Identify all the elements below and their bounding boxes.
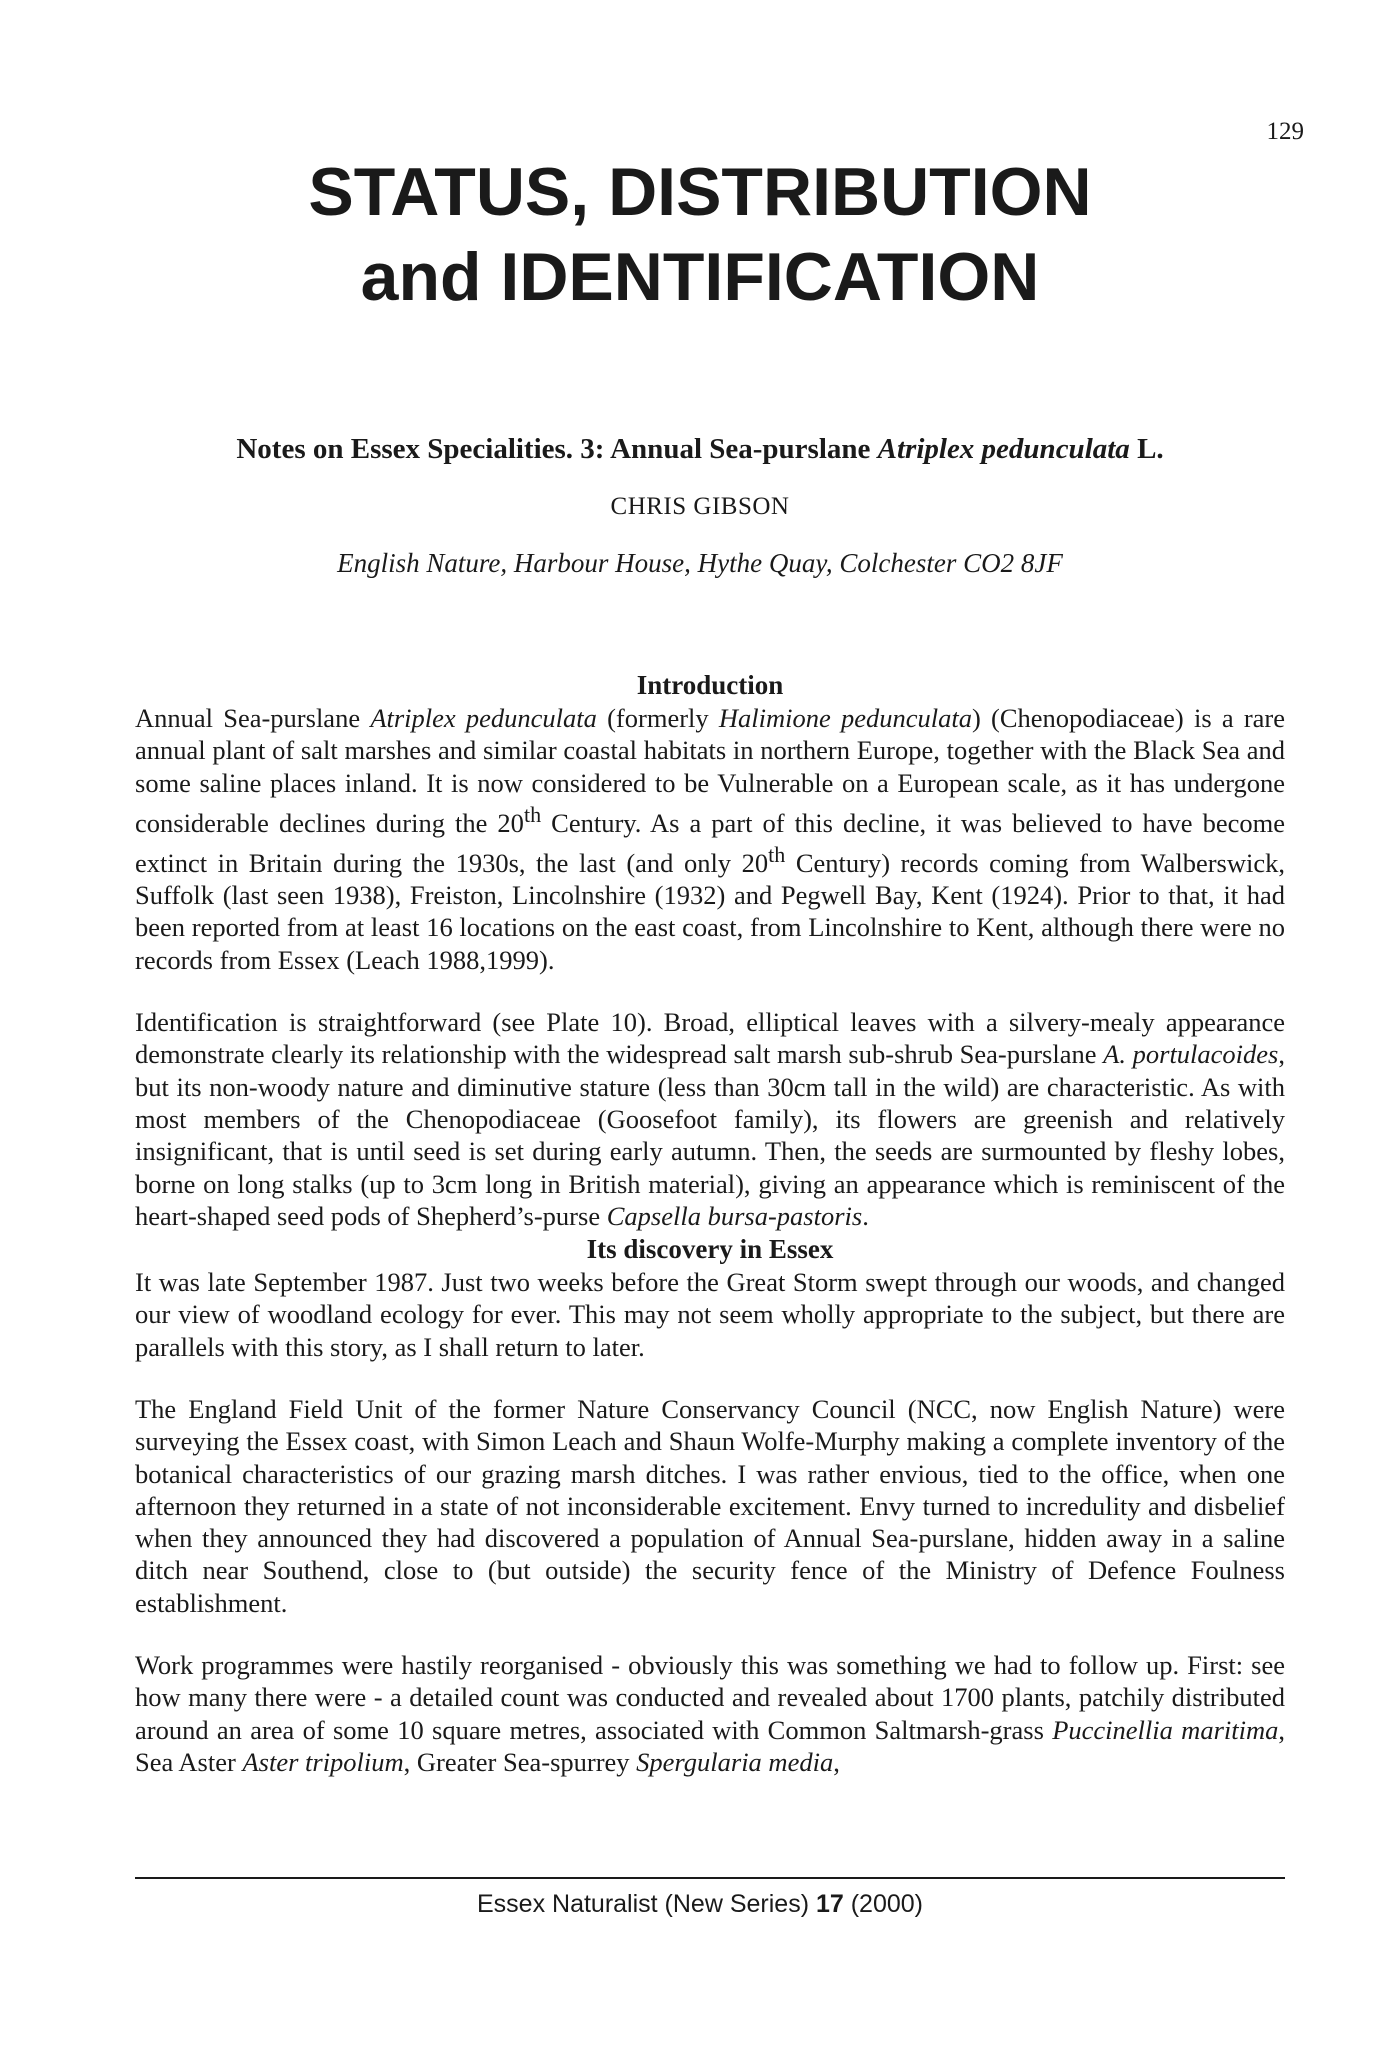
text-run: Century) records coming from Walberswick, Suffolk (last seen 1938), Freiston, Lincolnshire (1932) and Pegwell Bay, Kent (1924). Prior to that, it had been reported from at least 16 locations on the east coast, from Lincolnshire to Kent, although there were no records from Essex (Leach 1988,1999). bbox=[135, 847, 1285, 975]
article-title-species: Atriplex pedunculata bbox=[877, 433, 1130, 465]
article-title-suffix: L. bbox=[1129, 433, 1164, 465]
paragraph-identification bbox=[135, 1006, 1285, 1232]
paragraph-gap bbox=[135, 1363, 1285, 1393]
text-run: Century. As a part of this decline, it was believed to have become extinct in Britain during the 1930s, the last (and only 20 bbox=[135, 807, 1286, 878]
paragraph-gap bbox=[135, 1619, 1285, 1649]
article-title bbox=[0, 433, 1400, 466]
text-run: ) (Chenopodiaceae) is a rare annual plant of salt marshes and similar coastal habitats in northern Europe, together with the Black Sea and some saline places inland. It is now considered to be Vulnerable on a European scale, as it has undergone considerable declines during the 20 bbox=[135, 703, 1285, 838]
paragraph-introduction bbox=[135, 702, 1285, 976]
footer-citation bbox=[0, 1890, 1400, 1919]
text-run: , Greater Sea-spurrey bbox=[403, 1746, 637, 1777]
page-number: 129 bbox=[1266, 118, 1304, 145]
species-name: A. portulacoides bbox=[1103, 1039, 1279, 1070]
footer-divider bbox=[135, 1877, 1285, 1879]
species-name: Capsella bursa-pastoris bbox=[606, 1200, 863, 1231]
species-name: Aster tripolium bbox=[242, 1746, 404, 1777]
section-heading-introduction: Introduction bbox=[636, 670, 784, 700]
species-name: Atriplex pedunculata bbox=[370, 703, 597, 733]
article-body bbox=[135, 668, 1285, 1778]
text-run: , but its non-woody nature and diminutive stature (less than 30cm tall in the wild) are characteristic. As with most members of the Chenopodiaceae (Goosefoot family), its flowers are greenish and relatively insignificant, that is until seed is set during early autumn. Then, the seeds are surmounted by fleshy lobes, borne on long stalks (up to 3cm long in British material), giving an appearance which is reminiscent of the heart-shaped seed pods of Shepherd’s-purse bbox=[135, 1039, 1285, 1231]
page-title bbox=[0, 150, 1400, 320]
species-name: Halimione pedunculata bbox=[718, 703, 972, 733]
paragraph-discovery-3 bbox=[135, 1649, 1285, 1778]
paragraph-discovery-2: The England Field Unit of the former Nature Conservancy Council (NCC, now English Nature) were surveying the Essex coast, with Simon Leach and Shaun Wolfe-Murphy making a complete inventory of the botanical characteristics of our grazing marsh ditches. I was rather envious, tied to the office, when one afternoon they returned in a state of not inconsiderable excitement. Envy turned to incredulity and disbelief when they announced they had discovered a population of Annual Sea-purslane, hidden away in a saline ditch near Southend, close to (but outside) the security fence of the Ministry of Defence Foulness establishment. bbox=[135, 1394, 1285, 1618]
paragraph-discovery-1: It was late September 1987. Just two weeks before the Great Storm swept through our woods, and changed our view of woodland ecology for ever. This may not seem wholly appropriate to the subject, but there are parallels with this story, as I shall return to later. bbox=[135, 1267, 1285, 1362]
paragraph-gap bbox=[135, 976, 1285, 1006]
author-name: CHRIS GIBSON bbox=[610, 493, 790, 520]
species-name: Spergularia media bbox=[636, 1746, 834, 1777]
section-heading-discovery: Its discovery in Essex bbox=[586, 1234, 834, 1265]
journal-name: Essex Naturalist (New Series) bbox=[476, 1890, 816, 1918]
author-affiliation: English Nature, Harbour House, Hythe Quay, Colchester CO2 8JF bbox=[337, 548, 1063, 578]
superscript: th bbox=[768, 842, 786, 868]
text-run: Identification is straightforward (see Plate 10). Broad, elliptical leaves with a silvery-mealy appearance demonstrate clearly its relationship with the widespread salt marsh sub-shrub Sea-purslane bbox=[135, 1007, 1285, 1070]
text-run: Annual Sea-purslane bbox=[135, 703, 371, 733]
publication-year: (2000) bbox=[843, 1890, 923, 1918]
species-name: Puccinellia maritima bbox=[1052, 1714, 1279, 1745]
article-title-prefix: Notes on Essex Specialities. 3: Annual Sea-purslane bbox=[236, 433, 878, 465]
text-run: , Sea Aster bbox=[135, 1714, 1285, 1777]
page-title-line-2: and IDENTIFICATION bbox=[360, 239, 1040, 315]
superscript: th bbox=[523, 801, 542, 827]
text-run: , bbox=[833, 1746, 840, 1777]
page-title-line-1: STATUS, DISTRIBUTION bbox=[308, 154, 1092, 230]
volume-number: 17 bbox=[815, 1890, 844, 1918]
text-run: (formerly bbox=[596, 703, 719, 733]
text-run: Work programmes were hastily reorganised - obviously this was something we had to follow up. First: see how many there were - a detailed count was conducted and revealed about 1700 plants, patchily distributed around an area of some 10 square metres, associated with Common Saltmarsh-grass bbox=[135, 1650, 1285, 1745]
text-run: . bbox=[862, 1200, 869, 1231]
